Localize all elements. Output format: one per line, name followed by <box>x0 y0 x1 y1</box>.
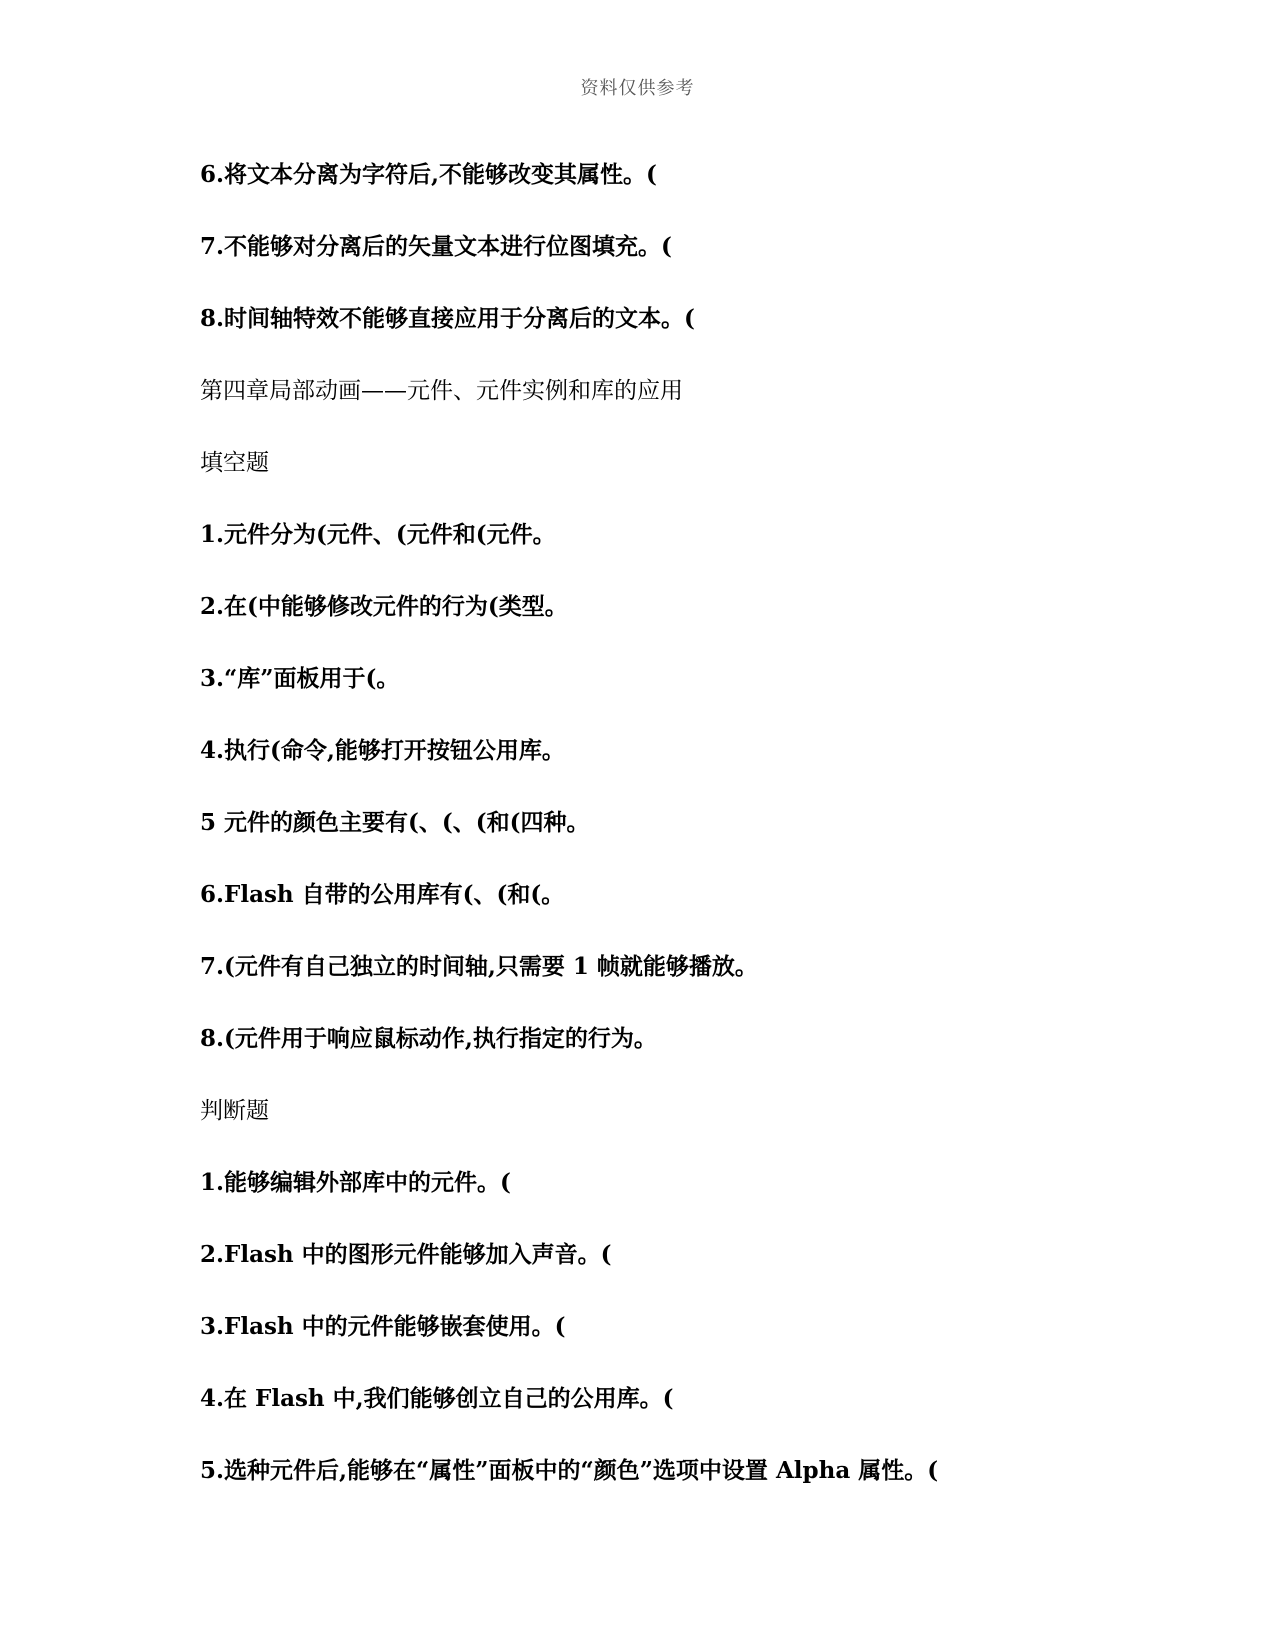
text-line: 4.执行(命令,能够打开按钮公用库。 <box>200 737 565 764</box>
text-line: 1.能够编辑外部库中的元件。( <box>200 1169 511 1196</box>
text-line: 2.在(中能够修改元件的行为(类型。 <box>200 593 568 620</box>
text-line: 4.在 Flash 中,我们能够创立自己的公用库。( <box>200 1385 674 1412</box>
text-line: 3.“库”面板用于(。 <box>200 665 400 692</box>
document-body <box>200 160 1100 1528</box>
text-line: 6.将文本分离为字符后,不能够改变其属性。( <box>200 161 657 188</box>
text-line: 7.不能够对分离后的矢量文本进行位图填充。( <box>200 233 672 260</box>
page-header: 资料仅供参考 <box>580 78 695 99</box>
section-heading: 填空题 <box>200 450 269 476</box>
text-line: 8.时间轴特效不能够直接应用于分离后的文本。( <box>200 305 695 332</box>
text-line: 5 元件的颜色主要有(、(、(和(四种。 <box>200 809 590 836</box>
chapter-heading: 第四章局部动画——元件、元件实例和库的应用 <box>200 378 683 404</box>
text-line: 8.(元件用于响应鼠标动作,执行指定的行为。 <box>200 1025 657 1052</box>
section-heading: 判断题 <box>200 1098 269 1124</box>
text-line: 3.Flash 中的元件能够嵌套使用。( <box>200 1313 566 1340</box>
text-line: 1.元件分为(元件、(元件和(元件。 <box>200 521 556 548</box>
text-line: 2.Flash 中的图形元件能够加入声音。( <box>200 1241 612 1268</box>
text-line: 5.选种元件后,能够在“属性”面板中的“颜色”选项中设置 Alpha 属性。( <box>200 1457 939 1484</box>
text-line: 7.(元件有自己独立的时间轴,只需要 1 帧就能够播放。 <box>200 953 758 980</box>
text-line: 6.Flash 自带的公用库有(、(和(。 <box>200 881 565 908</box>
